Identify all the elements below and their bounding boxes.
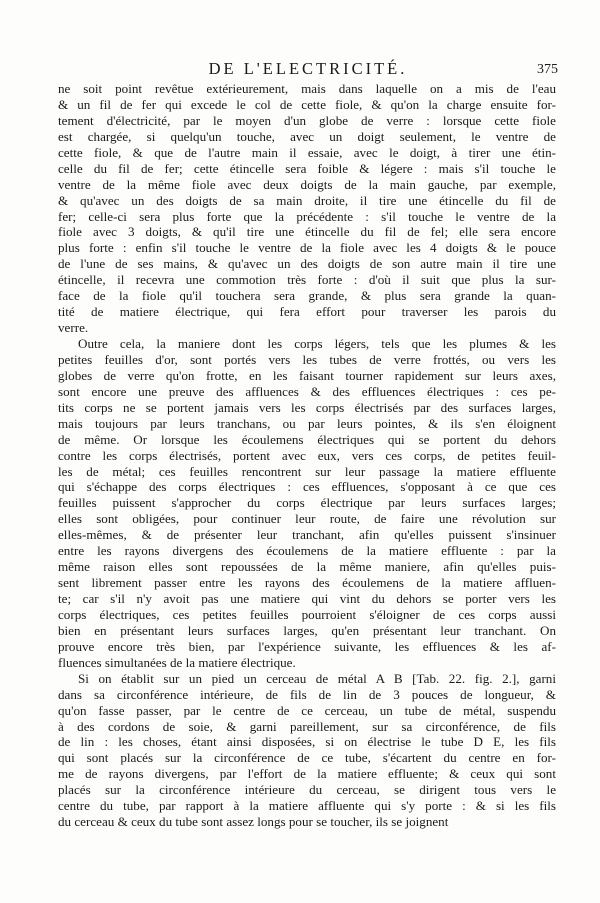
text-line: ventre de la même fiole avec deux doigts de la main gauche, par exemple, [58, 176, 556, 192]
text-line: bien en présentant leurs surfaces larges, qu'en présentant leur tranchant. On [58, 622, 556, 638]
text-line: tement d'électricité, par le moyen d'un globe de verre : lorsque cette fiole [58, 112, 556, 128]
text-line: elles-mêmes, & de présenter leur tranchant, afin qu'elles puissent s'insinuer [58, 527, 556, 543]
text-line: du cerceau & ceux du tube sont assez longs pour se toucher, ils se joignent [58, 814, 449, 830]
paragraph [58, 671, 556, 830]
text-line: tits corps ne se portent jamais vers les corps électrisés par des surfaces larges, [58, 399, 556, 415]
text-line: est chargée, si quelqu'un touche, avec un doigt seulement, le ventre de [58, 128, 556, 144]
text-line: te; car s'il n'y avoit pas une matiere qui vint du dehors se porter vers les [58, 591, 556, 606]
text-line: elles sont obligées, pour continuer leur route, de faire une révolution sur [58, 511, 556, 527]
text-line: dans sa circonférence intérieure, de fils de lin de 3 pouces de longueur, & [58, 686, 556, 702]
text-line: à des cordons de soie, & garni pareillement, sur sa circonférence, de fils [58, 718, 556, 734]
text-line: cette fiole, & que de l'autre main il essaie, avec le doigt, à tirer une étin- [58, 144, 556, 160]
text-line: mais toujours par leurs tranchans, ou par leurs pointes, & ils s'en éloignent [58, 415, 556, 431]
text-line: petites feuilles d'or, sont portés vers les tubes de verre frottés, ou vers les [58, 351, 556, 367]
text-line: même raison elles sont repoussées de la même maniere, afin qu'elles puis- [58, 559, 556, 575]
text-line: sont encore une preuve des affluences & des effluences électriques : ces pe- [58, 383, 556, 399]
page-number: 375 [537, 62, 558, 77]
text-line: me de rayons divergens, par l'effort de la matiere effluente; & ceux qui sont [58, 766, 556, 782]
text-line: ne soit point revêtue extérieurement, mais dans laquelle on a mis de l'eau [58, 81, 556, 96]
text-line: fer; celle-ci sera plus forte que la précédente : s'il touche le ventre de la [58, 208, 556, 224]
text-line: les de métal; ces feuilles rencontrent sur leur passage la matiere effluente [58, 463, 556, 479]
text-line: face de la fiole qu'il touchera sera grande, & plus sera grande la quan- [58, 288, 556, 304]
text-line: & un fil de fer qui excede le col de cette fiole, & qu'on la charge ensuite for- [58, 96, 556, 112]
paragraph [58, 81, 556, 336]
page-header [58, 58, 558, 80]
text-line: de même. Or lorsque les écoulemens électriques qui se portent du dehors [58, 431, 556, 447]
running-title: DE L'ELECTRICITÉ. [208, 59, 408, 78]
text-line: qu'on fasse passer, par le centre de ce cerceau, un tube de métal, suspendu [58, 702, 556, 718]
text-line: de l'une de ses mains, & qu'avec un des doigts de son autre main il tire une [58, 256, 556, 272]
text-line: celle du fil de fer; cette étincelle sera foible & légere : mais s'il touche le [58, 160, 556, 176]
text-line: étincelle, il recevra une commotion très forte : d'où il suit que plus la sur- [58, 272, 556, 288]
text-line: contre les corps électrisés, portent avec eux, vers ces corps, de petites feuil- [58, 447, 556, 463]
body-text [58, 81, 556, 830]
text-line: globes de verre qu'on frotte, en les faisant tourner rapidement sur leurs axes, [58, 367, 556, 383]
text-line: & qu'avec un des doigts de sa main droite, il tire une étincelle du fil de [58, 192, 556, 208]
text-line: verre. [58, 320, 89, 336]
text-line: feuilles puissent s'approcher du corps électrique par leurs surfaces larges; [58, 495, 556, 511]
text-line: prouve encore très bien, par l'expérience suivante, les effluences & les af- [58, 638, 556, 654]
text-line: Outre cela, la maniere dont les corps légers, tels que les plumes & les [78, 336, 556, 351]
text-line: de lin : les choses, étant ainsi disposées, si on électrise le tube D E, les fils [58, 734, 556, 750]
text-line: fiole avec 3 doigts, & qu'il tire une étincelle du fil de fel; elle sera encore [58, 224, 556, 240]
text-line: centre du tube, par rapport à la matiere affluente qui s'y porte : & si les fils [58, 798, 556, 814]
text-line: corps électriques, ces petites feuilles pourroient s'éloigner de ces corps aussi [58, 606, 556, 622]
text-line: Si on établit sur un pied un cerceau de métal A B [Tab. 22. fig. 2.], garni [78, 670, 556, 686]
text-line: tité de matiere électrique, qui fera effort pour traverser les parois du [58, 304, 556, 320]
text-line: qui s'échappe des corps électriques : ces effluences, s'opposant à ce que ces [58, 479, 556, 495]
text-line: plus forte : enfin s'il touche le ventre de la fiole avec les 4 doigts & le pouce [58, 240, 556, 256]
text-line: qui sont placés sur la circonférence de ce tube, s'écartent du centre en for- [58, 750, 556, 766]
text-line: placés sur la circonférence intérieure du cerceau, se dirigent tous vers le [58, 782, 556, 798]
text-line: fluences simultanées de la matiere électrique. [58, 654, 296, 670]
paragraph [58, 336, 556, 671]
text-line: entre les rayons divergens des écoulemens de la matiere effluente : par la [58, 543, 556, 559]
text-line: sent librement passer entre les rayons des écoulemens de la matiere affluen- [58, 575, 556, 591]
